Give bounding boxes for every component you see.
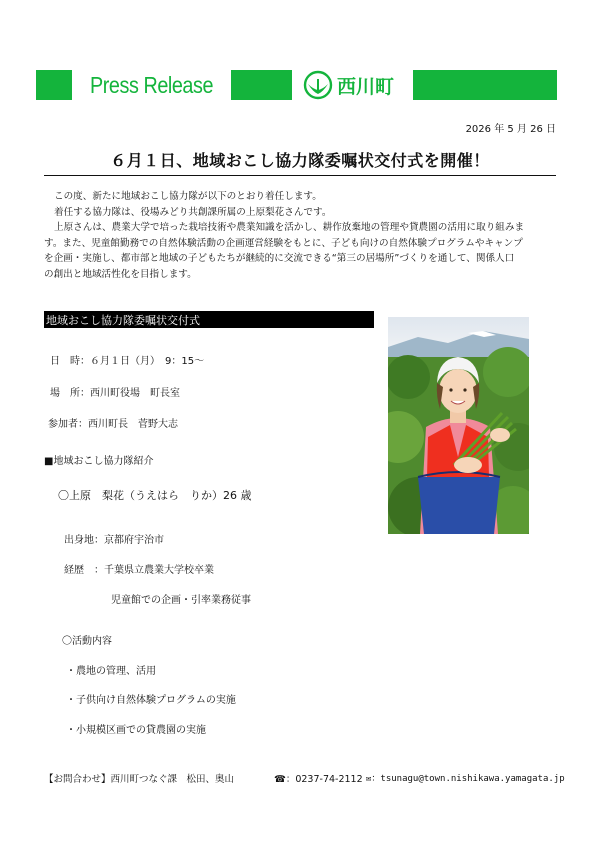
header-bar-right bbox=[413, 70, 557, 100]
member-origin: 出身地：京都府宇治市 bbox=[64, 535, 164, 546]
section-band bbox=[44, 311, 374, 328]
event-datetime: 日 時：６月１日（月） 9：15～ bbox=[50, 356, 205, 367]
event-attendees: 参加者：西川町長 菅野大志 bbox=[48, 419, 178, 430]
intro-paragraph bbox=[44, 189, 556, 282]
paragraph-line: この度、新たに地域おこし協力隊が以下のとおり着任します。 bbox=[54, 191, 322, 202]
header-bar-middle bbox=[231, 70, 292, 100]
activity-item: ・小規模区画での貸農園の実施 bbox=[66, 725, 206, 736]
footer-phone: ☎：0237-74-2112 bbox=[274, 774, 363, 785]
footer-email[interactable]: ✉：tsunagu@town.nishikawa.yamagata.jp bbox=[366, 774, 565, 784]
header-bar-left bbox=[36, 70, 72, 100]
event-place: 場 所：西川町役場 町長室 bbox=[50, 388, 180, 399]
release-date: 2026 年 5 月 26 日 bbox=[465, 124, 556, 135]
paragraph-line: 着任する協力隊は、役場みどり共創課所属の上原梨花さんです。 bbox=[54, 206, 332, 218]
activity-item: ・子供向け自然体験プログラムの実施 bbox=[66, 695, 236, 706]
paragraph-line: を企画・実施し、都市部と地域の子どもたちが継続的に交流できる“第三の居場所”づくりを通して、関係人口 bbox=[44, 253, 515, 264]
press-release-label: Press Release bbox=[90, 72, 214, 98]
town-logo bbox=[303, 70, 398, 100]
title-underline bbox=[44, 175, 556, 176]
member-photo bbox=[388, 317, 529, 534]
activity-item: ・農地の管理、活用 bbox=[66, 666, 156, 677]
activities-heading: 〇活動内容 bbox=[62, 636, 112, 647]
town-emblem-icon bbox=[303, 70, 333, 100]
town-name: 西川町 bbox=[337, 76, 395, 98]
member-career: 経歴 ：千葉県立農業大学校卒業 bbox=[64, 565, 214, 576]
member-career-2: 児童館での企画・引率業務従事 bbox=[111, 595, 251, 606]
section-band-title: 地域おこし協力隊委嘱状交付式 bbox=[46, 314, 200, 327]
paragraph-line: す。また、児童館勤務での自然体験活動の企画運営経験をもとに、子ども向けの自然体験プログラムやキャンプ bbox=[44, 237, 523, 249]
paragraph-line: の創出と地域活性化を目指します。 bbox=[44, 268, 197, 280]
page-title: ６月１日、地域おこし協力隊委嘱状交付式を開催！ bbox=[110, 151, 490, 170]
footer-contact: 【お問合わせ】西川町つなぐ課 松田、奥山 bbox=[44, 774, 235, 785]
member-name: 〇上原 梨花（うえはら りか）26 歳 bbox=[58, 489, 252, 502]
footer-contact-line bbox=[44, 771, 565, 785]
intro-heading: ■地域おこし協力隊紹介 bbox=[44, 456, 154, 467]
paragraph-line: 上原さんは、農業大学で培った栽培技術や農業知識を活かし、耕作放棄地の管理や貸農園の活用に取り組みま bbox=[54, 222, 525, 233]
